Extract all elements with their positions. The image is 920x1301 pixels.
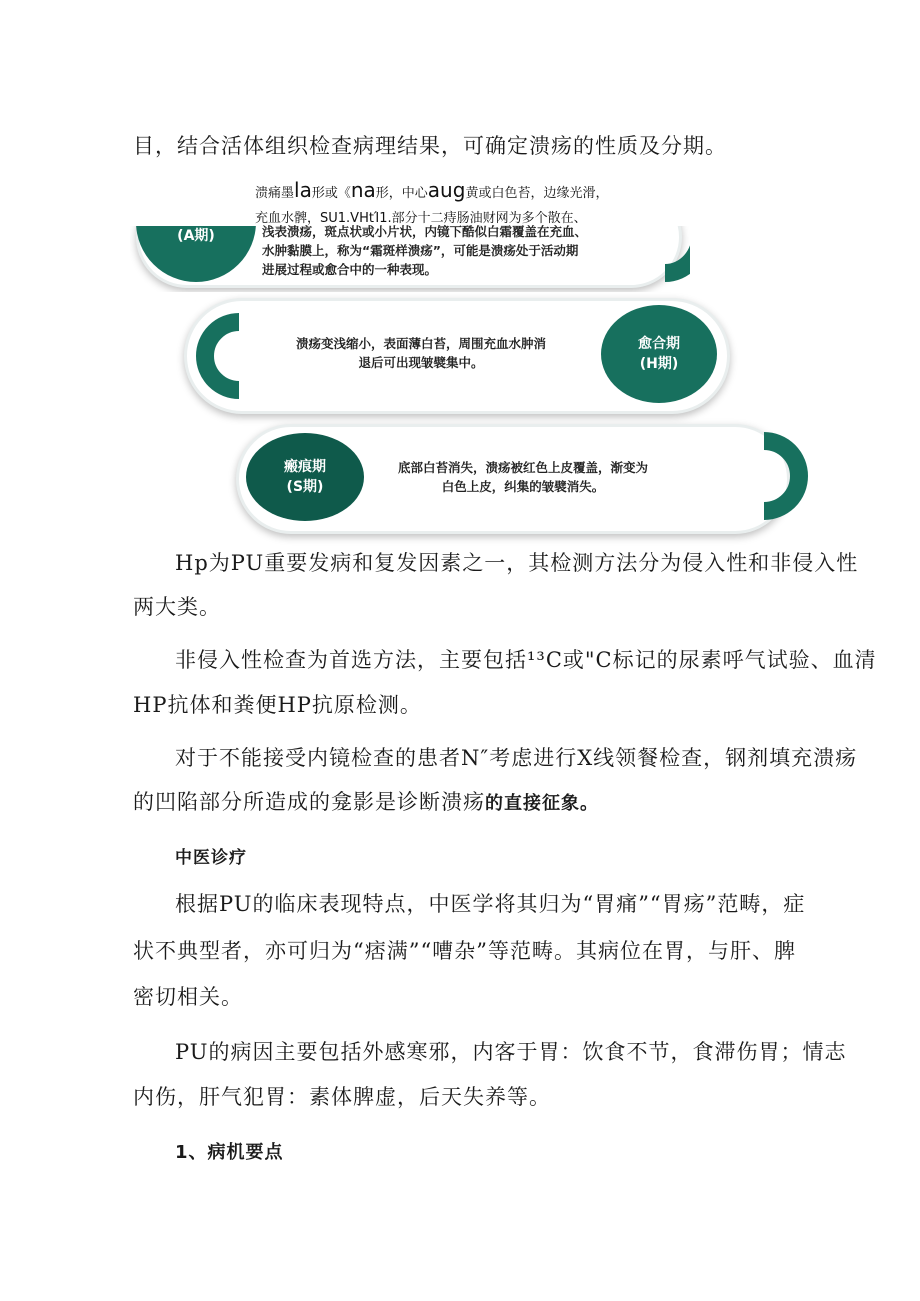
tcm-paragraph-line1: 根据PU的临床表现特点，中医学将其归为“胃痛”“胃疡”范畴，症	[175, 892, 806, 916]
stage-h-line: 溃疡变浅缩小，表面薄白苔，周围充血水肿消	[296, 336, 547, 351]
stage-a-line: 进展过程或愈合中的一种表现。	[262, 262, 438, 277]
stage-a-line: 浅表溃疡，斑点状或小片状，内镜下酷似白霜覆盖在充血、	[262, 224, 588, 239]
stage-a-description	[262, 222, 587, 279]
tcm-heading: 中医诊疗	[175, 848, 247, 868]
figure-caption-line1	[255, 178, 608, 202]
stage-s-line: 底部白苔消失，溃疡被红色上皮覆盖，渐变为	[398, 460, 649, 475]
figure-caption-line2: 充血水髀，SU1.VHtΊ1.部分十二痔肠油财网为多个散在、	[255, 211, 587, 226]
stage-s-line: 白色上皮，纠集的皱襞消失。	[441, 479, 605, 494]
stage-a-code: (A期)	[177, 228, 215, 244]
stage-s-name: 瘢痕期	[284, 459, 326, 475]
cause-paragraph-line1: PU的病因主要包括外感寒邪，内客于胃：饮食不节，食滞伤胃；情志	[175, 1040, 847, 1064]
caption-part: 溃痛墨	[255, 186, 295, 201]
tcm-paragraph-line2: 状不典型者，亦可归为“痞满”“嘈杂”等范畴。其病位在胃，与肝、脾	[133, 939, 796, 963]
xray-paragraph-line2	[133, 780, 599, 826]
stage-s-description	[398, 458, 648, 496]
tcm-paragraph-line3: 密切相关。	[133, 985, 243, 1009]
stage-a-line: 水肿黏膜上，称为“霜斑样溃疡”，可能是溃疡处于活动期	[262, 243, 579, 258]
caption-part: 形，中心	[375, 186, 428, 201]
stage-h-badge	[601, 305, 717, 403]
caption-part: 形或《	[311, 186, 351, 201]
caption-part: na	[350, 178, 376, 202]
caption-part: aug	[427, 178, 466, 202]
hp-paragraph-line2: 两大类。	[133, 595, 221, 619]
stage-h-name: 愈合期	[638, 336, 680, 352]
stage-h-line: 退后可出现皱襞集中。	[358, 355, 484, 370]
xray-line2-text: 的凹陷部分所造成的龛影是诊断溃疡	[133, 790, 485, 814]
stage-s-code: (S期)	[286, 479, 324, 495]
stage-s-badge	[246, 433, 364, 521]
cause-paragraph-line2: 内伤，肝气犯胃：素体脾虚，后天失养等。	[133, 1085, 551, 1109]
noninvasive-paragraph-line2: HP抗体和粪便HP抗原检测。	[133, 693, 422, 717]
stage-h-description	[296, 334, 546, 372]
mechanism-heading: 1、病机要点	[175, 1142, 284, 1163]
xray-line2-emphasis: 的直接征象。	[485, 793, 599, 814]
hp-paragraph-line1: Hp为PU重要发病和复发因素之一，其检测方法分为侵入性和非侵入性	[175, 551, 859, 575]
xray-paragraph-line1: 对于不能接受内镜检查的患者N″考虑进行X线领餐检查，钢剂填充溃疡	[175, 746, 858, 770]
ulcer-stage-figure	[0, 0, 920, 540]
caption-part: 黄或白色苔，边缘光滑，	[465, 186, 609, 201]
intro-line: 目，结合活体组织检查病理结果，可确定溃疡的性质及分期。	[133, 134, 727, 158]
stage-h-code: (H期)	[639, 356, 679, 372]
caption-part: la	[294, 178, 312, 202]
noninvasive-paragraph-line1: 非侵入性检查为首选方法，主要包括¹³C或"C标记的尿素呼气试验、血清	[175, 648, 877, 672]
